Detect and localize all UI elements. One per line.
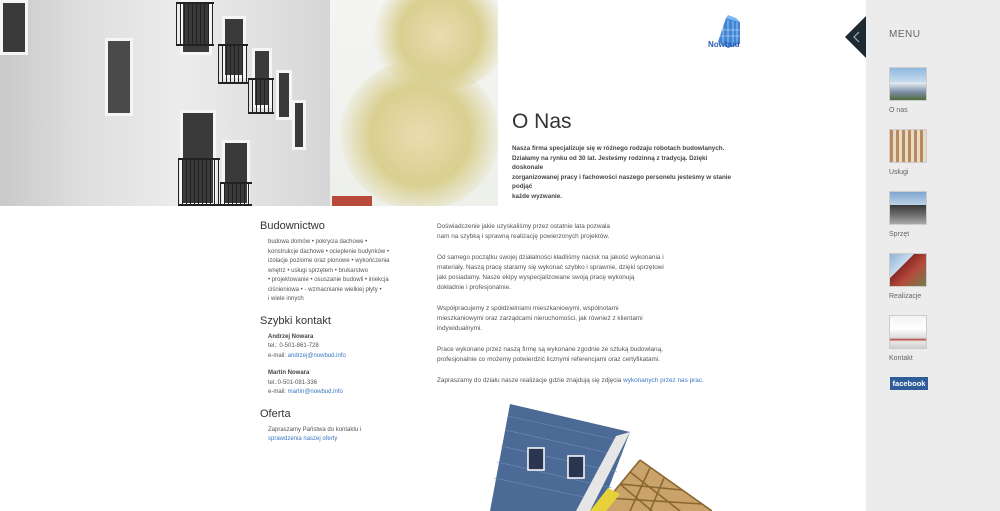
menu-item-label[interactable]: Sprzęt: [889, 231, 910, 238]
budownictwo-heading: Budownictwo: [260, 220, 325, 232]
paragraph: [437, 345, 737, 365]
service-line: konstrukcje dachowe • ocieplenie budynków •: [268, 248, 389, 255]
text-line: materiały. Naszą pracę staramy się wykonać szybko i sprawnie, dzięki sprzętowi: [437, 264, 664, 271]
intro-line: każde wyzwanie.: [512, 192, 563, 200]
email-label: e-mail:: [268, 352, 288, 359]
intro-line: zorganizowanej pracy i fachowości naszego personelu jesteśmy w stanie: [512, 173, 732, 181]
page-title: O Nas: [512, 110, 572, 133]
sprzet-thumbnail[interactable]: [889, 191, 927, 225]
text-line: Doświadczenie jakie uzyskaliśmy przez ostatnie lata pozwala: [437, 223, 610, 230]
contact-email-link[interactable]: martin@nowbud.info: [287, 389, 343, 395]
oferta-text: Zapraszamy Państwa do kontaktu i: [268, 426, 362, 433]
text-line: Współpracujemy z spółdzielniami mieszkaniowymi, wspólnotami: [437, 305, 619, 312]
menu-item-kontakt[interactable]: [889, 315, 929, 362]
text-line: Prace wykonane przez naszą firmę są wykonane zgodnie ze sztuką budowlaną,: [437, 346, 663, 353]
facebook-button[interactable]: facebook: [890, 377, 928, 390]
contact-email-link[interactable]: andrzej@nowbud.info: [287, 352, 346, 359]
text-line: dokładnie i profesjonalnie.: [437, 284, 511, 291]
menu-item-realizacje[interactable]: [889, 253, 929, 300]
contact-name: Andrzej Nowara: [268, 333, 314, 340]
nowbud-logo-icon[interactable]: [706, 12, 750, 56]
text-line: indywidualnymi.: [437, 325, 483, 332]
oferta-link[interactable]: sprawdzenia naszej oferty: [268, 436, 338, 442]
text-line: jaki posiadamy. Nasze ekipy wyspecjalizowane swoją pracę wykonują: [437, 274, 635, 281]
main-content: [437, 222, 737, 397]
hero-photo: [0, 0, 498, 206]
contact-phone: tel.:0-501-081-336: [268, 379, 318, 386]
text-line: mieszkaniowymi oraz zarządcami nieruchomości, jak również z klientami: [437, 315, 643, 322]
realizacje-link[interactable]: wykonanych przez nas prac.: [623, 377, 704, 384]
contact-email-row: [260, 352, 410, 362]
paragraph: [437, 222, 737, 242]
o-nas-thumbnail[interactable]: [889, 67, 927, 101]
service-line: i wiele innych: [268, 296, 304, 302]
uslugi-thumbnail[interactable]: [889, 129, 927, 163]
email-label: e-mail:: [268, 389, 288, 395]
text-line: Zapraszamy do działu nasze realizacje gdzie znajdują się zdjęcia: [437, 377, 624, 384]
text-line: profesjonalnie co możemy potwierdzić licznymi referencjami oraz certyfikatami.: [437, 356, 661, 363]
menu-item-label[interactable]: Realizacje: [889, 293, 922, 300]
menu-item-label[interactable]: Usługi: [889, 169, 909, 176]
paragraph: [437, 376, 737, 386]
house-illustration: [480, 402, 712, 511]
text-line: Od samego początku swojej działalności kładliśmy nacisk na jakość wykonania i: [437, 254, 664, 261]
oferta-heading: Oferta: [260, 407, 291, 420]
realizacje-thumbnail[interactable]: [889, 253, 927, 287]
service-line: izolacje poziome oraz pionowe • wykończenia: [268, 258, 390, 264]
menu-item-label[interactable]: Kontakt: [889, 355, 913, 362]
intro-line: Nasza firma specjalizuje się w różnego rodzaju robotach budowlanych.: [512, 145, 725, 152]
logo-text[interactable]: Nowbud: [708, 40, 740, 49]
budownictwo-list: [260, 238, 410, 305]
intro-line: podjąć: [512, 183, 533, 191]
contact-email-row: [260, 388, 410, 398]
service-line: ciśnieniowa • - wzmacnianie wielkiej płyty •: [268, 286, 382, 293]
menu-item-sprzet[interactable]: [889, 191, 929, 238]
contact-name: Martin Nowara: [268, 370, 310, 376]
text-line: nam na szybką i sprawną realizację powierzonych projektów.: [437, 233, 610, 240]
menu-title: MENU: [889, 29, 921, 40]
kontakt-thumbnail[interactable]: [889, 315, 927, 349]
intro-line: Działamy na rynku od 30 lat. Jesteśmy rodzinną z tradycją. Dzięki: [512, 154, 708, 162]
service-line: wnętrz • usługi sprzętem • brukarstwo: [268, 267, 368, 274]
side-menu: [866, 0, 1000, 511]
paragraph: [437, 304, 737, 334]
sidebar-left: [260, 220, 410, 445]
menu-toggle-chevron-icon[interactable]: [845, 16, 866, 58]
paragraph: [437, 253, 737, 293]
menu-item-uslugi[interactable]: [889, 129, 929, 176]
service-line: budowa domów • pokrycia dachowe •: [268, 239, 368, 245]
menu-item-label[interactable]: O nas: [889, 107, 908, 114]
intro-line: doskonale: [512, 164, 544, 172]
contact-phone: tel.: 0-501-861-728: [268, 343, 319, 349]
intro-text: [512, 144, 762, 202]
menu-item-o-nas[interactable]: [889, 67, 929, 114]
kontakt-heading: Szybki kontakt: [260, 314, 331, 327]
service-line: • projektowanie • osuszanie budowli • iniekcja: [268, 277, 389, 283]
